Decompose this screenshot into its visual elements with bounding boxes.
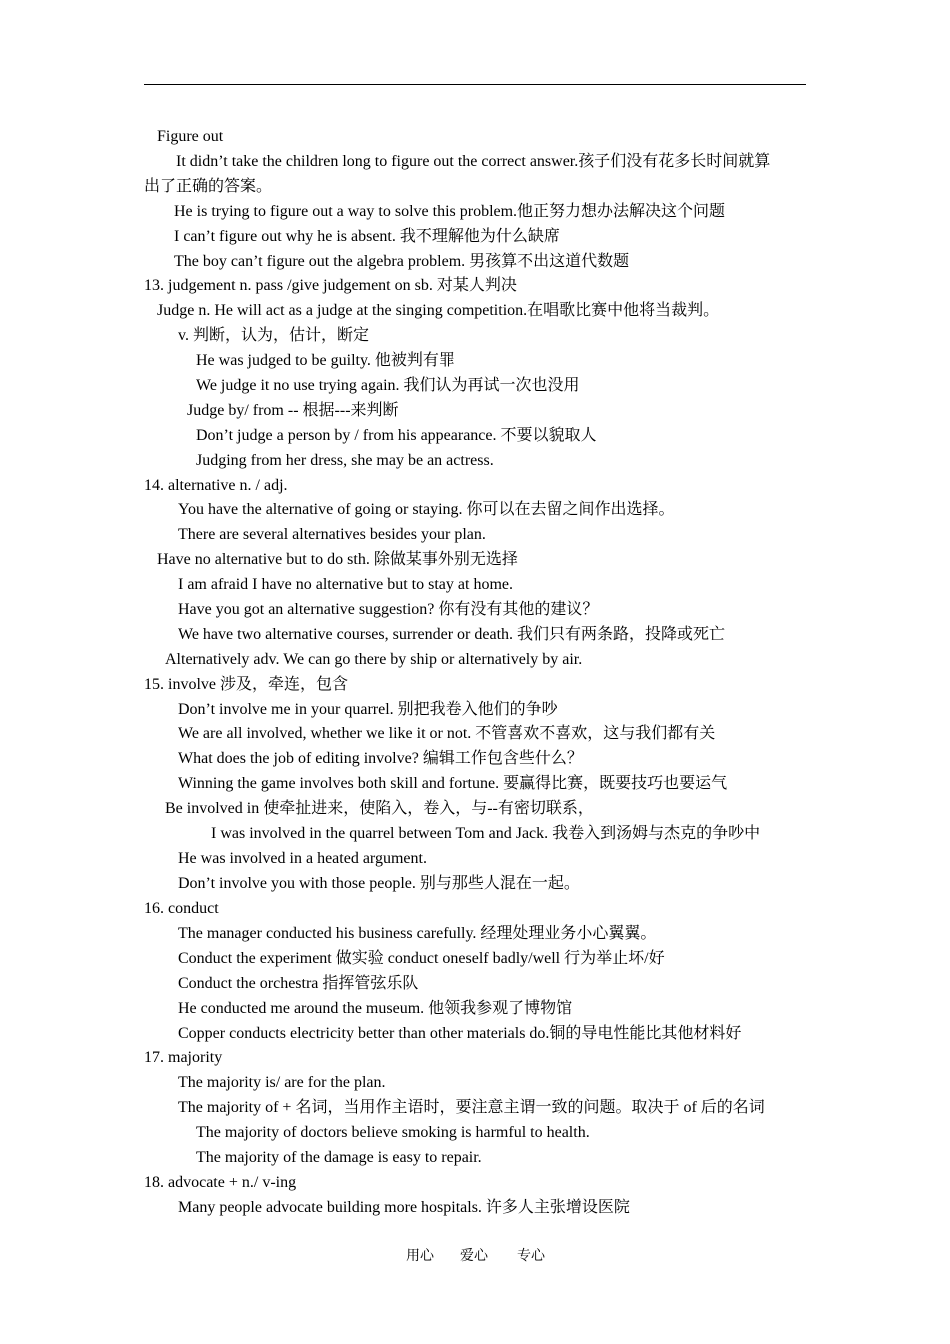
text-line: 出了正确的答案。 [144, 178, 273, 195]
section-heading: 14. alternative n. / adj. [144, 477, 288, 494]
text-line: I was involved in the quarrel between Tom and Jack. 我卷入到汤姆与杰克的争吵中 [211, 825, 761, 842]
text-line: He was judged to be guilty. 他被判有罪 [196, 352, 455, 369]
section-heading: 18. advocate + n./ v-ing [144, 1174, 297, 1191]
section-heading: 15. involve 涉及，牵连，包含 [144, 676, 348, 693]
text-line: Winning the game involves both skill and fortune. 要赢得比赛，既要技巧也要运气 [178, 775, 728, 792]
text-line: He is trying to figure out a way to solve this problem.他正努力想办法解决这个问题 [174, 203, 726, 220]
text-line: Figure out [157, 128, 224, 145]
header-rule [144, 84, 806, 85]
section-heading: 13. judgement n. pass /give judgement on sb. 对某人判决 [144, 277, 517, 294]
text-line: You have the alternative of going or staying. 你可以在去留之间作出选择。 [178, 501, 675, 518]
text-line: We judge it no use trying again. 我们认为再试一次也没用 [196, 377, 580, 394]
text-line: He was involved in a heated argument. [178, 850, 427, 867]
text-line: Be involved in 使牵扯进来，使陷入，卷入，与--有密切联系， [165, 800, 594, 817]
text-line: Have you got an alternative suggestion? 你有没有其他的建议？ [178, 601, 599, 618]
text-line: v. 判断，认为，估计，断定 [178, 327, 369, 344]
text-line: Judging from her dress, she may be an actress. [196, 452, 494, 469]
text-line: He conducted me around the museum. 他领我参观了博物馆 [178, 1000, 573, 1017]
text-line: Many people advocate building more hospitals. 许多人主张增设医院 [178, 1199, 630, 1216]
text-line: I am afraid I have no alternative but to stay at home. [178, 576, 513, 593]
footer-word: 用心 [406, 1249, 434, 1264]
text-line: Judge by/ from -- 根据---来判断 [187, 402, 399, 419]
text-line: The majority is/ are for the plan. [178, 1074, 386, 1091]
text-line: Alternatively adv. We can go there by ship or alternatively by air. [165, 651, 583, 668]
footer-word: 爱心 [460, 1249, 488, 1264]
text-line: The majority of doctors believe smoking is harmful to health. [196, 1124, 590, 1141]
footer-word: 专心 [517, 1249, 545, 1264]
text-line: Have no alternative but to do sth. 除做某事外别无选择 [157, 551, 518, 568]
text-line: We have two alternative courses, surrender or death. 我们只有两条路，投降或死亡 [178, 626, 726, 643]
text-line: Judge n. He will act as a judge at the singing competition.在唱歌比赛中他将当裁判。 [157, 302, 720, 319]
text-line: The manager conducted his business carefully. 经理处理业务小心翼翼。 [178, 925, 657, 942]
text-line: Don’t involve me in your quarrel. 别把我卷入他们的争吵 [178, 701, 558, 718]
text-line: We are all involved, whether we like it or not. 不管喜欢不喜欢，这与我们都有关 [178, 725, 716, 742]
section-heading: 17. majority [144, 1049, 223, 1066]
section-heading: 16. conduct [144, 900, 219, 917]
text-line: Don’t judge a person by / from his appearance. 不要以貌取人 [196, 427, 597, 444]
text-line: Copper conducts electricity better than other materials do.铜的导电性能比其他材料好 [178, 1025, 742, 1042]
text-line: The majority of the damage is easy to repair. [196, 1149, 482, 1166]
text-line: There are several alternatives besides your plan. [178, 526, 486, 543]
text-line: What does the job of editing involve? 编辑工作包含些什么？ [178, 750, 583, 767]
text-line: Don’t involve you with those people. 别与那些人混在一起。 [178, 875, 580, 892]
text-line: I can’t figure out why he is absent. 我不理解他为什么缺席 [174, 228, 560, 245]
text-line: It didn’t take the children long to figure out the correct answer.孩子们没有花多长时间就算 [176, 153, 771, 170]
text-line: Conduct the experiment 做实验 conduct oneself badly/well 行为举止坏/好 [178, 950, 665, 967]
text-line: The majority of + 名词，当用作主语时，要注意主谓一致的问题。取决于 of 后的名词 [178, 1099, 765, 1116]
text-line: Conduct the orchestra 指挥管弦乐队 [178, 975, 419, 992]
text-line: The boy can’t figure out the algebra problem. 男孩算不出这道代数题 [174, 253, 630, 270]
